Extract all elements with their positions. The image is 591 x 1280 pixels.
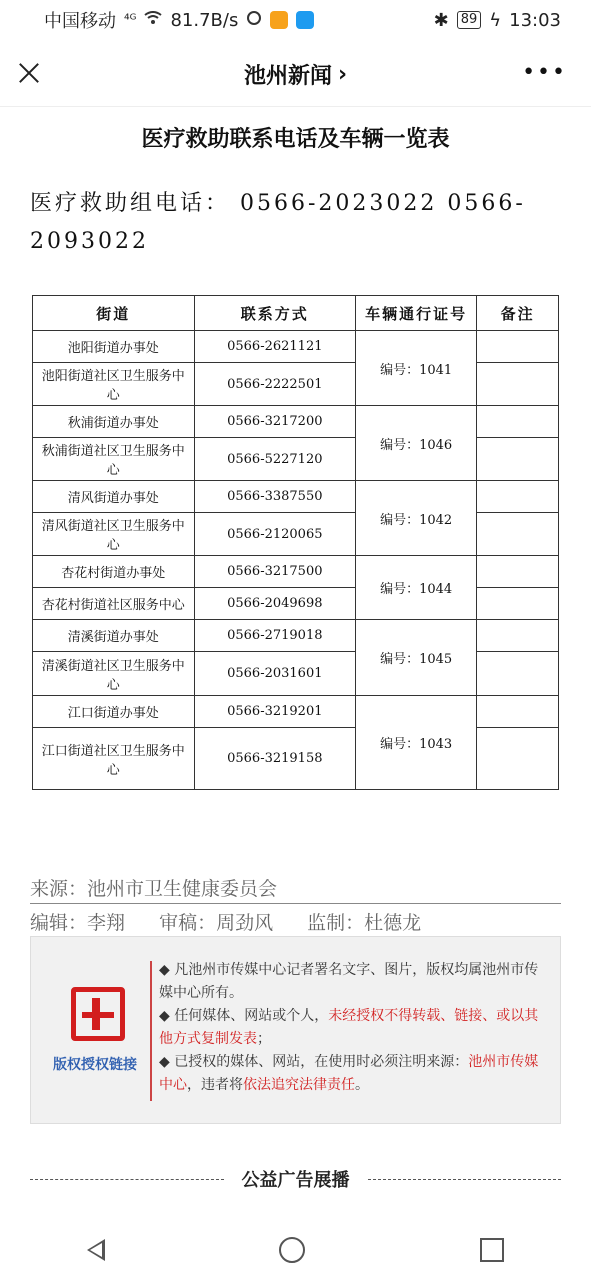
close-icon[interactable] (18, 62, 40, 84)
contact-table (32, 295, 559, 790)
phone-cell: 0566-3387550 (194, 481, 356, 513)
table-row (33, 728, 559, 790)
street-cell: 秋浦街道社区卫生服务中心 (33, 438, 195, 481)
reviewer-label: 审稿：周劲风 (159, 912, 274, 934)
table-row (33, 620, 559, 652)
supervisor-label: 监制：杜德龙 (307, 912, 422, 934)
col-street: 街道 (33, 296, 195, 331)
copyright-bullet: ◆ 凡池州市传媒中心记者署名文字、图片，版权均属池州市传媒中心所有。 (159, 962, 539, 1001)
system-nav-bar (0, 1220, 591, 1280)
note-cell (477, 696, 559, 728)
wifi-icon (144, 11, 162, 29)
page-title-link[interactable] (244, 59, 347, 90)
note-cell (477, 556, 559, 588)
rescue-phone-line: 医疗救助组电话： 0566-2023022 0566-2093022 (30, 191, 526, 254)
street-cell: 清溪街道社区卫生服务中心 (33, 652, 195, 696)
search-app-icon (296, 11, 314, 29)
table-row (33, 406, 559, 438)
street-cell: 池阳街道办事处 (33, 331, 195, 363)
table-row (33, 588, 559, 620)
note-cell (477, 620, 559, 652)
signal-icon: ⁴ᴳ (124, 12, 137, 28)
permit-cell: 编号：1043 (356, 696, 477, 790)
table-row (33, 556, 559, 588)
source-line: 来源：池州市卫生健康委员会 (30, 874, 561, 904)
note-cell (477, 406, 559, 438)
street-cell: 江口街道社区卫生服务中心 (33, 728, 195, 790)
phone-cell: 0566-2120065 (194, 513, 356, 556)
phone-cell: 0566-2049698 (194, 588, 356, 620)
permit-cell: 编号：1046 (356, 406, 477, 481)
carrier-label: 中国移动 (44, 11, 116, 32)
permit-cell: 编号：1041 (356, 331, 477, 406)
street-cell: 秋浦街道办事处 (33, 406, 195, 438)
street-cell: 杏花村街道办事处 (33, 556, 195, 588)
note-cell (477, 588, 559, 620)
street-cell: 清溪街道办事处 (33, 620, 195, 652)
ad-title: 公益广告展播 (241, 1170, 350, 1191)
phone-cell: 0566-3217500 (194, 556, 356, 588)
permit-cell: 编号：1042 (356, 481, 477, 556)
table-row (33, 438, 559, 481)
table-row (33, 363, 559, 406)
permit-cell: 编号：1044 (356, 556, 477, 620)
title-bar (0, 42, 591, 107)
col-contact: 联系方式 (194, 296, 356, 331)
street-cell: 池阳街道社区卫生服务中心 (33, 363, 195, 406)
sync-icon (246, 10, 262, 31)
phone-cell: 0566-3217200 (194, 406, 356, 438)
recent-apps-icon[interactable] (480, 1238, 504, 1262)
phone-cell: 0566-3219158 (194, 728, 356, 790)
battery-icon: 89 (457, 11, 482, 29)
network-speed: 81.7B/s (170, 9, 239, 31)
phone-cell: 0566-2222501 (194, 363, 356, 406)
home-icon[interactable] (279, 1237, 305, 1263)
copyright-link[interactable]: 版权授权链接 (53, 1057, 137, 1073)
table-row (33, 513, 559, 556)
divider (368, 1179, 562, 1180)
copyright-bullet: ◆ 任何媒体、网站或个人，未经授权不得转载、链接、或以其他方式复制发表； (159, 1008, 539, 1047)
note-cell (477, 513, 559, 556)
table-row (33, 331, 559, 363)
copyright-text (159, 959, 551, 1097)
more-icon[interactable]: ••• (522, 60, 567, 85)
clock: 13:03 (509, 9, 561, 31)
copyright-bullet: ◆ 已授权的媒体、网站，在使用时必须注明来源：池州市传媒中心，违者将依法追究法律责任。 (159, 1054, 539, 1093)
note-cell (477, 481, 559, 513)
street-cell: 清风街道社区卫生服务中心 (33, 513, 195, 556)
col-notes: 备注 (477, 296, 559, 331)
divider (30, 1179, 224, 1180)
street-cell: 江口街道办事处 (33, 696, 195, 728)
app-notification-icon (270, 11, 288, 29)
editors-line (30, 908, 561, 935)
editor-label: 编辑：李翔 (30, 912, 126, 934)
phone-cell: 0566-2031601 (194, 652, 356, 696)
divider (150, 961, 152, 1101)
table-row (33, 652, 559, 696)
phone-cell: 0566-2621121 (194, 331, 356, 363)
copyright-notice (30, 936, 561, 1124)
col-permit: 车辆通行证号 (356, 296, 477, 331)
status-bar (0, 0, 591, 40)
street-cell: 清风街道办事处 (33, 481, 195, 513)
note-cell (477, 438, 559, 481)
article-title: 医疗救助联系电话及车辆一览表 (141, 126, 450, 152)
bluetooth-icon: ✱ (433, 9, 449, 31)
note-cell (477, 652, 559, 696)
note-cell (477, 363, 559, 406)
charging-icon: ϟ (489, 9, 502, 31)
phone-cell: 0566-3219201 (194, 696, 356, 728)
street-cell: 杏花村街道社区服务中心 (33, 588, 195, 620)
note-cell (477, 728, 559, 790)
copyright-logo-icon[interactable] (71, 987, 125, 1041)
note-cell (477, 331, 559, 363)
chevron-right-icon: › (337, 61, 348, 87)
table-header-row (33, 296, 559, 331)
table-row (33, 696, 559, 728)
table-row (33, 481, 559, 513)
ad-section-heading (30, 1166, 561, 1192)
back-icon[interactable] (87, 1239, 105, 1261)
phone-cell: 0566-2719018 (194, 620, 356, 652)
page-title: 池州新闻 (243, 63, 332, 89)
phone-cell: 0566-5227120 (194, 438, 356, 481)
permit-cell: 编号：1045 (356, 620, 477, 696)
